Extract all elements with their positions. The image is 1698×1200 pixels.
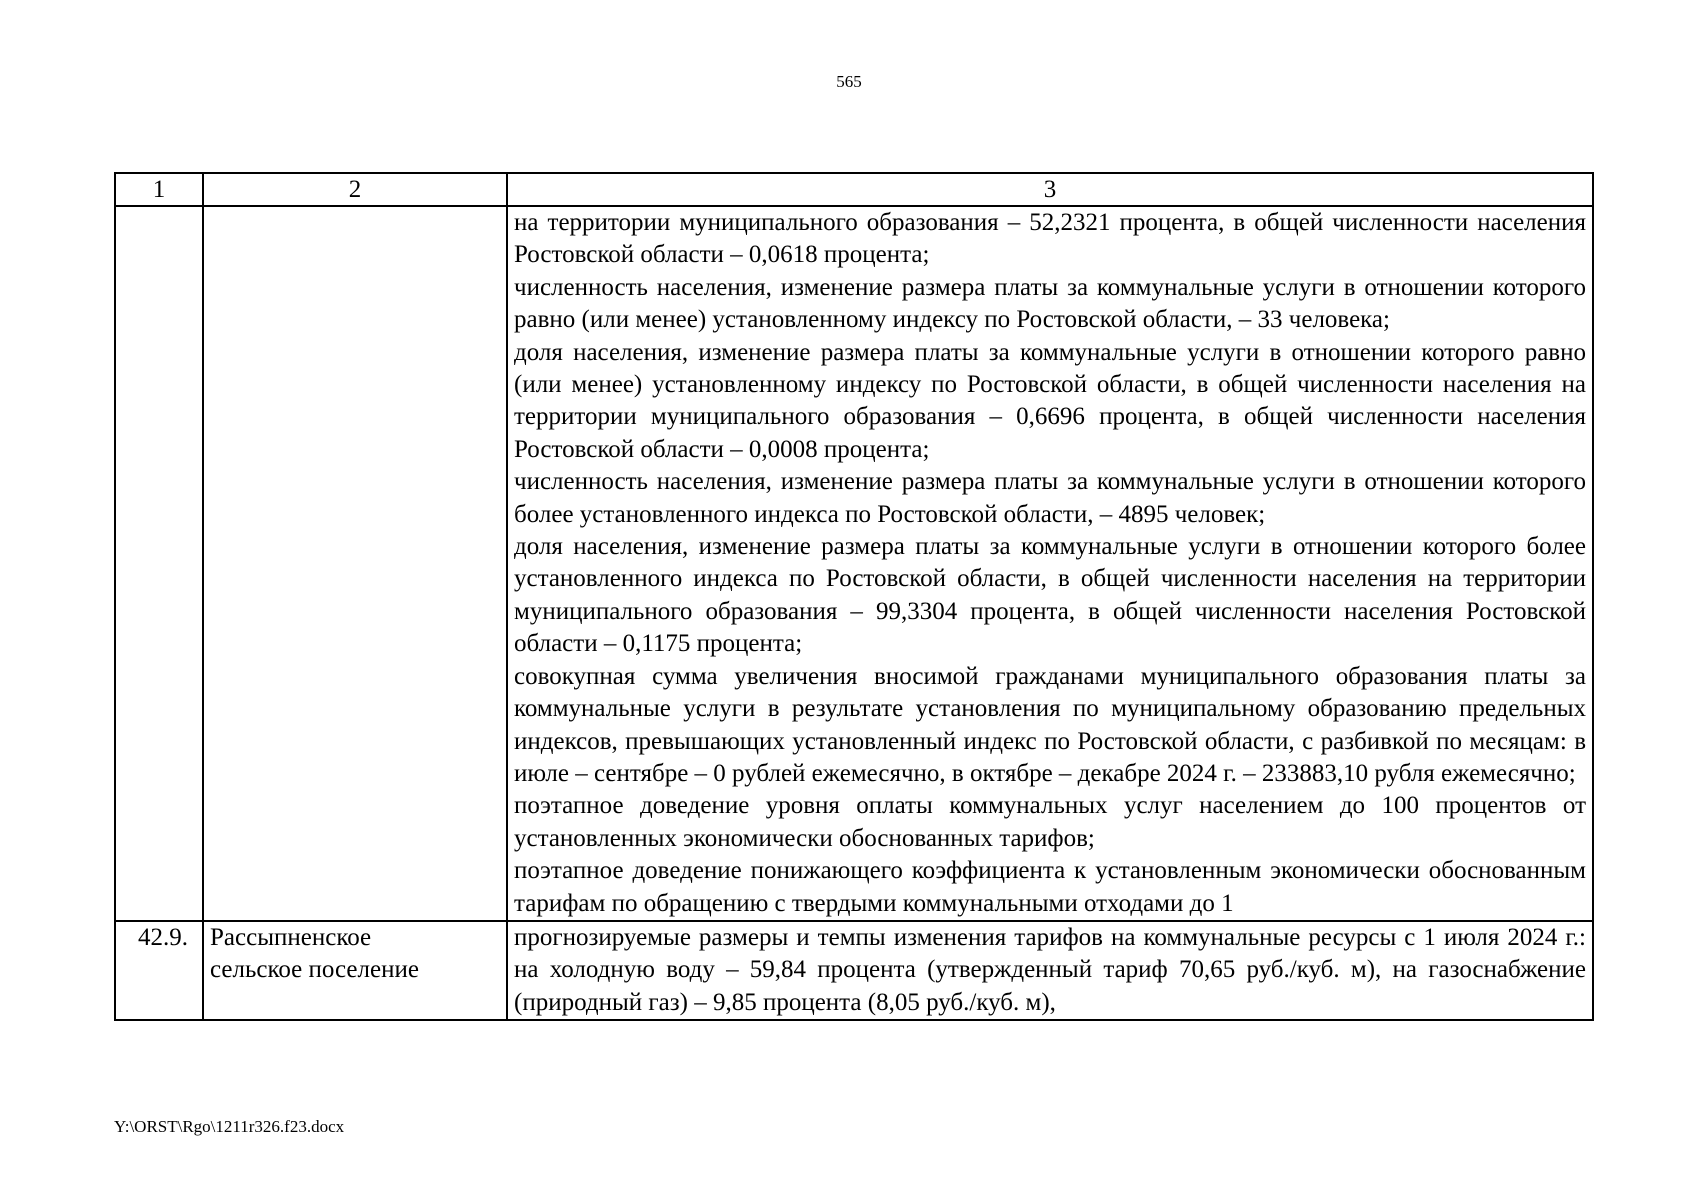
description-paragraph: совокупная сумма увеличения вносимой гражданами муниципального образования платы за коммунальные услуги в результате установления по муниципальному образованию предельных индексов, превышающих установленный индекс по Ростовской области, с разбивкой по месяцам: в июле – сентябре – 0 рублей ежемесячно, в октябре – декабре 2024 г. – 233883,10 рубля ежемесячно; xyxy=(514,662,1586,787)
row-description-cell xyxy=(507,206,1593,921)
header-col-3: 3 xyxy=(507,173,1593,206)
header-col-1: 1 xyxy=(115,173,203,206)
row-number-cell xyxy=(115,206,203,921)
description-paragraph: доля населения, изменение размера платы за коммунальные услуги в отношении которого равно (или менее) установленному индексу по Ростовской области, в общей численности населения на территории муниципального образования – 0,6696 процента, в общей численности населения Ростовской области – 0,0008 процента; xyxy=(514,338,1586,463)
table-header-row xyxy=(115,173,1593,206)
header-col-2: 2 xyxy=(203,173,507,206)
description-paragraph: поэтапное доведение понижающего коэффициента к установленным экономически обоснованным тарифам по обращению с твердыми коммунальными отходами до 1 xyxy=(514,857,1586,917)
row-name-cell xyxy=(203,921,507,1020)
description-paragraph: доля населения, изменение размера платы за коммунальные услуги в отношении которого более установленного индекса по Ростовской области, в общей численности населения на территории муниципального образования – 99,3304 процента, в общей численности населения Ростовской области – 0,1175 процента; xyxy=(514,533,1586,658)
description-paragraph: численность населения, изменение размера платы за коммунальные услуги в отношении которого более установленного индекса по Ростовской области, – 4895 человек; xyxy=(514,468,1586,528)
description-paragraph: прогнозируемые размеры и темпы изменения тарифов на коммунальные ресурсы с 1 июля 2024 г.: на холодную воду – 59,84 процента (утвержденный тариф 70,65 руб./куб. м), на газоснабжение (природный газ) – 9,85 процента (8,05 руб./куб. м), xyxy=(514,923,1586,1016)
row-description-cell xyxy=(507,921,1593,1020)
page-number: 565 xyxy=(836,72,862,91)
settlement-name-line-2: сельское поселение xyxy=(210,956,419,984)
table-row xyxy=(115,206,1593,921)
settlement-name-line-1: Рассыпненское xyxy=(210,923,372,951)
description-paragraph: численность населения, изменение размера платы за коммунальные услуги в отношении которого равно (или менее) установленному индексу по Ростовской области, – 33 человека; xyxy=(514,273,1586,334)
description-paragraph: на территории муниципального образования – 52,2321 процента, в общей численности населения Ростовской области – 0,0618 процента; xyxy=(514,209,1586,269)
tariff-table xyxy=(114,172,1594,1021)
footer-file-path: Y:\ORST\Rgo\1211r326.f23.docx xyxy=(114,1117,345,1136)
row-name-cell xyxy=(203,206,507,921)
row-number-cell: 42.9. xyxy=(115,921,203,1020)
description-paragraph: поэтапное доведение уровня оплаты коммунальных услуг населением до 100 процентов от установленных экономически обоснованных тарифов; xyxy=(514,792,1586,852)
table-row xyxy=(115,921,1593,1020)
